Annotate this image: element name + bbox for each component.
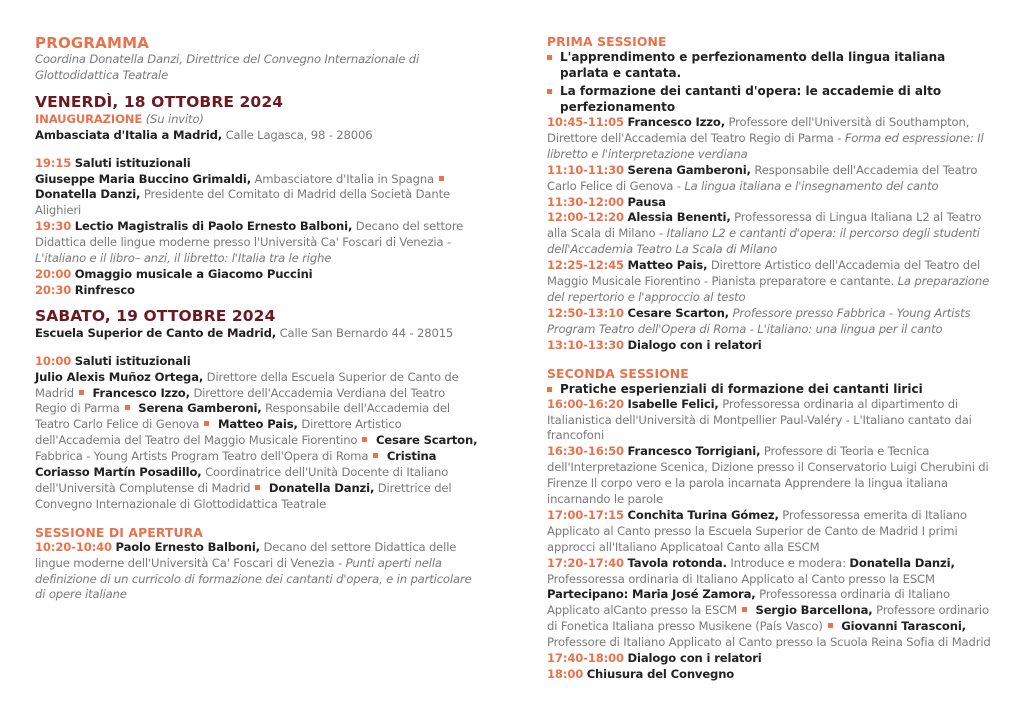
- separator-square-icon: [362, 437, 367, 442]
- left-column: [35, 34, 480, 603]
- speaker-role: Presidente del Comitato di Madrid della Società Dante Alighieri: [35, 187, 450, 218]
- speaker-name: Donatella Danzi,: [35, 187, 141, 202]
- time: 12:25-12:45: [547, 258, 624, 273]
- time: 17:20-17:40: [547, 555, 624, 570]
- talk-title: - L'italiano: una lingua per il canto: [749, 321, 943, 336]
- inauguration-label: INAUGURAZIONE: [35, 111, 143, 126]
- venue-address: Calle San Bernardo 44 - 28015: [279, 325, 454, 340]
- topic-text: L'apprendimento e perfezionamento della lingua italiana parlata e cantata.: [560, 50, 946, 80]
- time: 10:20-10:40: [35, 539, 112, 554]
- bullet-square-icon: [547, 387, 552, 392]
- item-title: Tavola rotonda.: [627, 555, 727, 570]
- speaker-name: Conchita Turina Gómez,: [627, 507, 779, 522]
- schedule-item: [35, 540, 480, 604]
- bullet-square-icon: [547, 55, 552, 60]
- item-title: Omaggio musicale a Giacomo Puccini: [74, 266, 313, 281]
- time: 12:50-13:10: [547, 305, 624, 320]
- speaker-role: Professoressa emerita di Italiano Applicato al Canto presso la Escuela Superior de Canto de Madrid I primi approcci all'Italiano Applicatoal Canto alla ESCM: [547, 507, 967, 554]
- speaker-role: Professore dell'Università di Southampton, Direttore dell'Accademia del Teatro Regio di Parma -: [547, 115, 970, 145]
- speaker-name: Julio Alexis Muñoz Ortega,: [35, 369, 204, 384]
- speaker-name: Matteo Pais,: [217, 417, 298, 432]
- speaker-name: Cesare Scarton,: [627, 305, 729, 320]
- schedule-item: [547, 508, 997, 556]
- moderator-role: Professoressa ordinaria di Italiano Applicato al Canto presso la ESCM: [547, 571, 935, 586]
- item-title: Rinfresco: [74, 282, 135, 297]
- inauguration-line: [35, 112, 480, 128]
- item-title: Dialogo con i relatori: [627, 337, 762, 352]
- item-title: Chiusura del Convegno: [586, 667, 735, 681]
- time: 17:00-17:15: [547, 507, 624, 522]
- speaker-role: Professoressa ordinaria al dipartimento di Italianistica dell'Università di Montpellier Paul-Valéry - L'Italiano cantato dai francofoni: [547, 396, 972, 443]
- speaker-role: Responsabile dell'Accademia del Teatro Carlo Felice di Genova: [35, 401, 450, 432]
- separator-square-icon: [742, 607, 747, 612]
- speaker-name: Sergio Barcellona,: [755, 603, 873, 618]
- friday-date-heading: VENERDÌ, 18 OTTOBRE 2024: [35, 92, 284, 111]
- speaker-name: Francesco Izzo,: [92, 385, 190, 400]
- speaker-role: Decano del settore Didattica delle lingue moderne dell'Università Ca' Foscari di Venezia -: [35, 539, 457, 570]
- speaker-name: Cesare Scarton,: [375, 433, 478, 448]
- programme-heading: PROGRAMMA: [35, 34, 150, 52]
- schedule-item: [35, 283, 480, 299]
- item-title: Dialogo con i relatori: [627, 651, 762, 666]
- session-topic: [547, 381, 997, 397]
- talk-title: La lingua italiana e l'insegnamento del canto: [684, 178, 939, 193]
- speaker-role: Direttore Artistico dell'Accademia del Teatro del Maggio Musicale Fiorentino - Pianista preparatore e cantante.: [547, 258, 981, 289]
- saturday-date-heading: SABATO, 19 OTTOBRE 2024: [35, 306, 276, 325]
- speaker-name: Cristina Coriasso Martín Posadillo,: [35, 449, 437, 480]
- speaker-name: Alessia Benenti,: [627, 210, 731, 225]
- item-title: Saluti istituzionali: [74, 155, 191, 170]
- speaker-name: Isabelle Felici,: [627, 396, 719, 411]
- second-session-heading: SECONDA SESSIONE: [547, 365, 689, 381]
- time: 19:15: [35, 155, 72, 170]
- separator-square-icon: [255, 485, 260, 490]
- venue-name: Escuela Superior de Canto de Madrid,: [35, 325, 277, 340]
- speaker-role: Direttore dell'Accademia Verdiana del Teatro Regio di Parma: [35, 385, 446, 416]
- schedule-item: [547, 444, 997, 508]
- schedule-item: [547, 667, 997, 683]
- speaker-role: Direttrice del Convegno Internazionale di Glottodidattica Teatrale: [35, 480, 452, 511]
- schedule-item: [547, 397, 997, 445]
- speaker-role: Coordinatrice dell'Unità Docente di Italiano dell'Università Complutense di Madrid: [35, 465, 449, 495]
- time: 16:00-16:20: [547, 396, 624, 411]
- schedule-item: [547, 195, 997, 211]
- schedule-item: [547, 258, 997, 306]
- schedule-item: [547, 210, 997, 258]
- time: 20:00: [35, 266, 72, 281]
- speaker-name: Serena Gamberoni,: [138, 401, 262, 416]
- speaker-role: Ambasciatore d'Italia in Spagna: [254, 171, 434, 186]
- schedule-item: [35, 219, 480, 267]
- speaker-name: Francesco Torrigiani,: [627, 444, 761, 459]
- separator-square-icon: [125, 405, 130, 410]
- speaker-name: Serena Gamberoni,: [627, 162, 751, 177]
- venue-name: Ambasciata d'Italia a Madrid,: [35, 127, 223, 142]
- speaker-name: Giovanni Tarasconi,: [841, 619, 966, 634]
- time: 17:40-18:00: [547, 651, 624, 666]
- schedule-item: [547, 163, 997, 195]
- separator-square-icon: [373, 453, 378, 458]
- friday-venue: [35, 128, 480, 144]
- speaker-name: Donatella Danzi,: [268, 480, 375, 495]
- topic-text: La formazione dei cantanti d'opera: le accademie di alto perfezionamento: [560, 84, 942, 114]
- speaker-role: Professore di Italiano Applicato al Canto presso la Scuola Reina Sofia di Madrid: [547, 635, 991, 650]
- speaker-role: Professore ordinario di Fonetica Italiana presso Musikene (País Vasco): [547, 603, 989, 634]
- participants-label: Partecipano: Maria José Zamora,: [547, 587, 756, 602]
- time: 19:30: [35, 219, 72, 234]
- time: 13:10-13:30: [547, 337, 624, 352]
- saturday-venue: [35, 326, 480, 342]
- time: 11:30-12:00: [547, 194, 624, 209]
- talk-title: Forma ed espressione: Il libretto e l'interpretazione verdiana: [547, 130, 984, 161]
- speakers-block: [35, 370, 480, 513]
- schedule-item: [35, 156, 480, 172]
- speaker-role: Professoressa di Lingua Italiana L2 al Teatro alla Scala di Milano -: [547, 210, 982, 241]
- moderator-name: Donatella Danzi,: [849, 555, 955, 570]
- time: 11:10-11:30: [547, 162, 624, 177]
- talk-title: Punti aperti nella definizione di un curricolo di formazione dei cantanti d'opera, e in particolare di opere italiane: [35, 555, 472, 602]
- speaker-role: Professore presso Fabbrica - Young Artists Program Teatro dell'Opera di Roma: [547, 305, 971, 336]
- venue-address: Calle Lagasca, 98 - 28006: [225, 127, 373, 142]
- separator-square-icon: [204, 421, 209, 426]
- speaker-role: Professoressa ordinaria di Italiano Applicato alCanto presso la ESCM: [547, 587, 950, 618]
- speaker-role: Direttore Artistico dell'Accademia del Teatro del Maggio Musicale Fiorentino: [35, 417, 402, 448]
- speaker-role: Direttore della Escuela Superior de Canto de Madrid: [35, 369, 459, 400]
- inauguration-note: (Su invito): [145, 111, 204, 126]
- item-description: Decano del settore Didattica delle lingue moderne presso l'Università Ca' Foscari di Venezia: [35, 219, 464, 250]
- talk-title: La preparazione del repertorio e l'approccio al testo: [547, 274, 990, 304]
- time: 10:00: [35, 353, 72, 368]
- time: 12:00-12:20: [547, 210, 624, 225]
- speaker-role: Professore di Teoria e Tecnica dell'Interpretazione Scenica, Dizione presso il Conservatorio Luigi Cherubini di Firenze Il corpo vero e la parola incarnata Apprendere la lingua italiana incarnando le parole: [547, 444, 989, 507]
- time: 18:00: [547, 667, 584, 681]
- opening-session-heading: SESSIONE DI APERTURA: [35, 524, 203, 540]
- time: 10:45-11:05: [547, 115, 624, 129]
- item-title: Saluti istituzionali: [74, 353, 191, 368]
- intro-text: Introduce e modera:: [730, 555, 846, 570]
- schedule-item: [547, 115, 997, 163]
- participants-block: [547, 587, 997, 651]
- speaker-name: Giuseppe Maria Buccino Grimaldi,: [35, 171, 251, 186]
- round-table-item: [547, 556, 997, 588]
- schedule-item: [547, 338, 997, 354]
- first-session-heading: PRIMA SESSIONE: [547, 34, 667, 49]
- session-topic: [547, 83, 997, 115]
- speakers-block: [35, 172, 480, 220]
- schedule-item: [547, 651, 997, 667]
- speaker-role: Fabbrica - Young Artists Program Teatro dell'Opera di Roma: [35, 449, 369, 464]
- bullet-square-icon: [547, 89, 552, 94]
- schedule-item: [35, 354, 480, 370]
- speaker-role: Responsabile dell'Accademia del Teatro Carlo Felice di Genova -: [547, 162, 978, 193]
- session-topic: [547, 49, 997, 81]
- time: 16:30-16:50: [547, 444, 624, 459]
- separator-square-icon: [79, 390, 84, 395]
- time: 20:30: [35, 282, 72, 297]
- schedule-item: [35, 267, 480, 283]
- speaker-name: Francesco Izzo,: [627, 115, 725, 129]
- speaker-name: Matteo Pais,: [627, 258, 708, 273]
- topic-text: Pratiche esperienziali di formazione dei cantanti lirici: [560, 381, 923, 396]
- right-column: [547, 34, 997, 683]
- item-title: Lectio Magistralis di Paolo Ernesto Balboni,: [74, 219, 353, 234]
- coordinator-note: Coordina Donatella Danzi, Direttrice del Convegno Internazionale di Glottodidattica Teatrale: [35, 52, 420, 82]
- talk-title: Italiano L2 e cantanti d'opera: il percorso degli studenti dell'Accademia Teatro La Scala di Milano: [547, 226, 980, 257]
- separator-square-icon: [828, 623, 833, 628]
- separator-square-icon: [439, 176, 444, 181]
- talk-title: - L'italiano e il libro– anzi, il libretto: l'Italia tra le righe: [35, 235, 452, 266]
- schedule-item: [547, 306, 997, 338]
- speaker-name: Paolo Ernesto Balboni,: [115, 539, 260, 554]
- item-title: Pausa: [627, 194, 666, 209]
